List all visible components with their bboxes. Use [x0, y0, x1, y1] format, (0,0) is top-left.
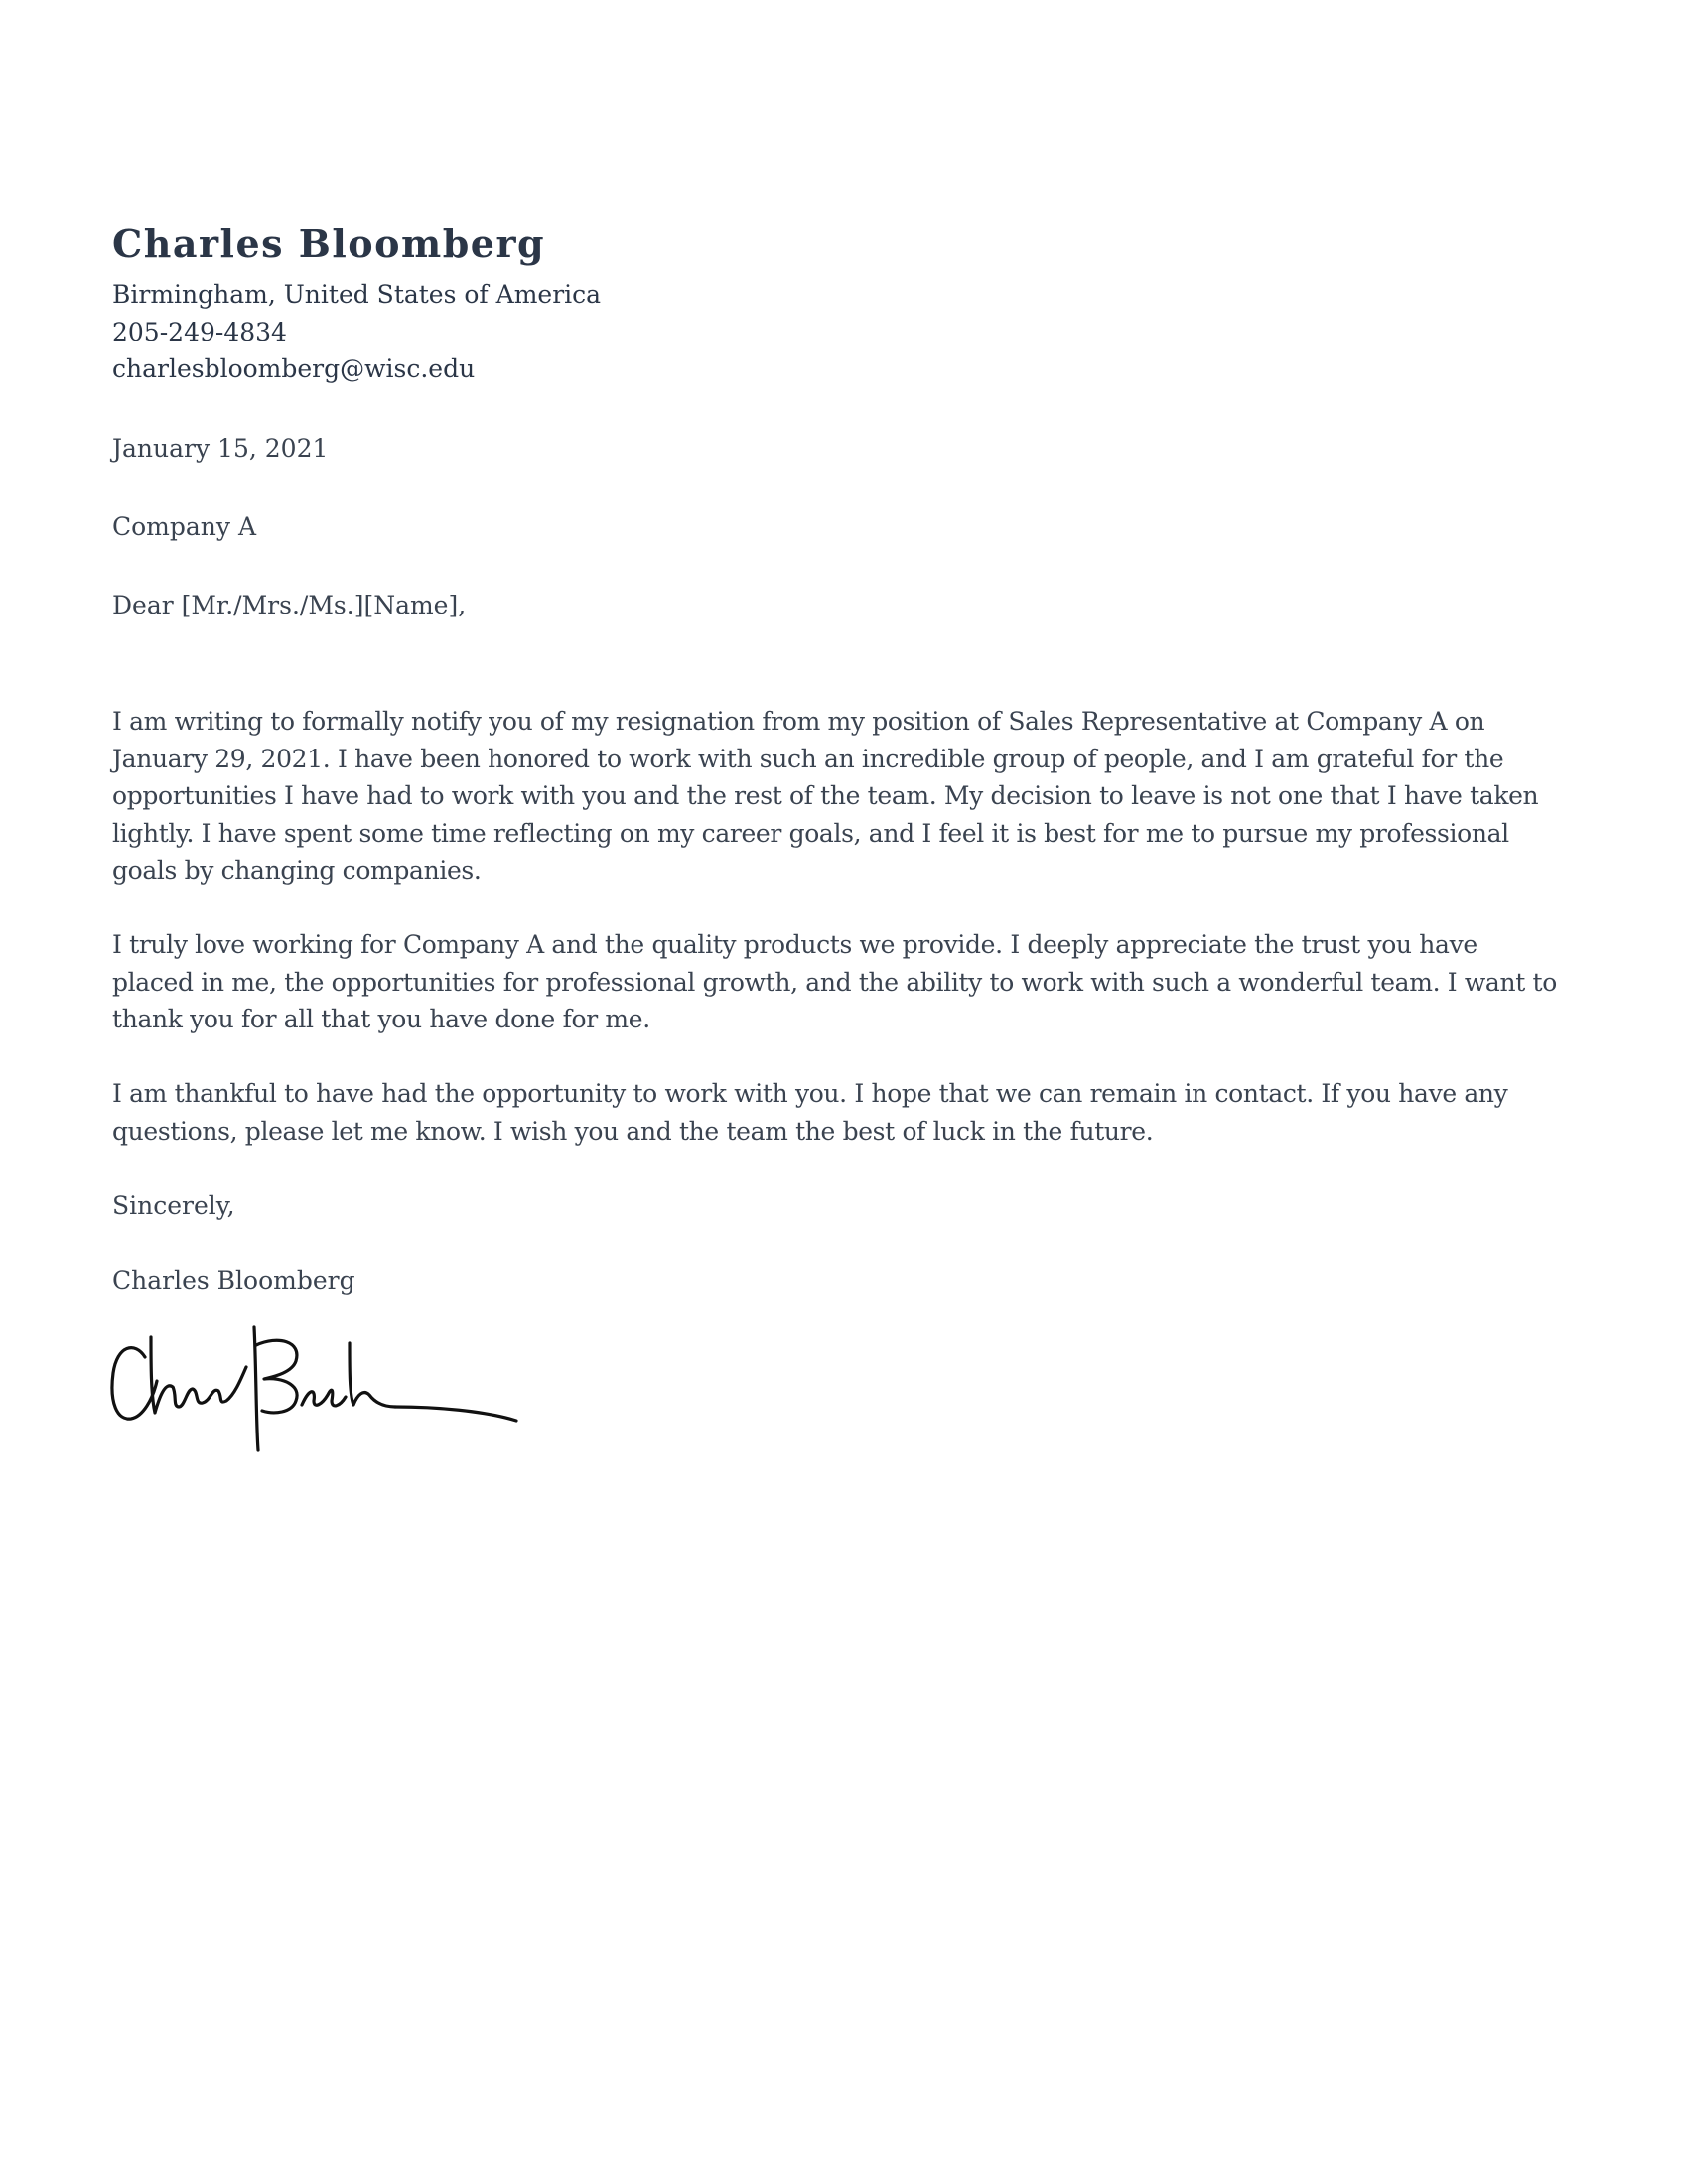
closing: Sincerely, [112, 1191, 235, 1220]
sender-contact-block [112, 276, 601, 388]
sender-location: Birmingham, United States of America [112, 280, 602, 309]
body-paragraph-2: I truly love working for Company A and the quality products we provide. I deeply appreciate the trust you have placed in me, the opportunities for professional growth, and the ability to work with such a wonderful team. I want to thank you for all that you have done for me. [112, 930, 1557, 1033]
sender-phone: 205-249-4834 [112, 317, 287, 346]
sender-email: charlesbloomberg@wisc.edu [112, 354, 476, 383]
signature-icon [107, 1315, 534, 1464]
recipient-company: Company A [112, 512, 257, 541]
body-paragraph-3: I am thankful to have had the opportunity to work with you. I hope that we can remain in contact. If you have any questions, please let me know. I wish you and the team the best of luck in the future. [112, 1079, 1508, 1146]
salutation: Dear [Mr./Mrs./Ms.][Name], [112, 591, 467, 619]
body-paragraph-1: I am writing to formally notify you of my resignation from my position of Sales Representative at Company A on January 29, 2021. I have been honored to work with such an incredible group of people, and I am grateful for the opportunities I have had to work with you and the rest of the team. My decision to leave is not one that I have taken lightly. I have spent some time reflecting on my career goals, and I feel it is best for me to pursue my professional goals by changing companies. [112, 707, 1539, 885]
signer-name: Charles Bloomberg [112, 1266, 355, 1295]
sender-name: Charles Bloomberg [112, 221, 546, 266]
letter-date: January 15, 2021 [112, 434, 329, 463]
